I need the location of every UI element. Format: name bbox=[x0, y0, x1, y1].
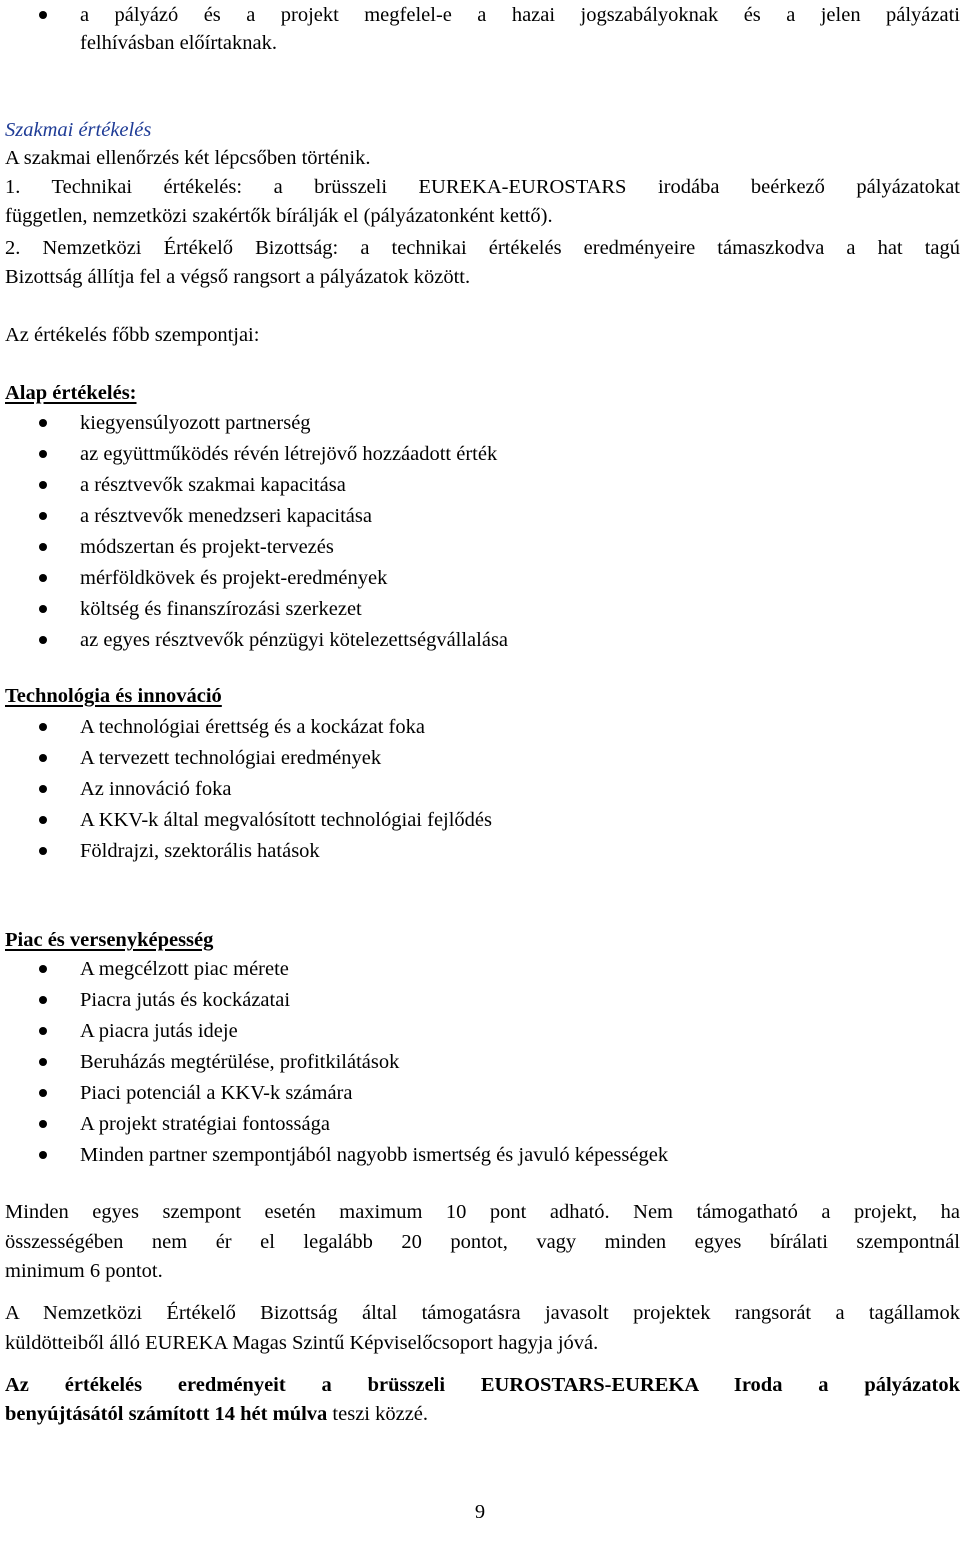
bullet-icon bbox=[39, 847, 47, 855]
approval-line2: küldötteiből álló EUREKA Magas Szintű Képviselőcsoport hagyja jóvá. bbox=[5, 1332, 599, 1354]
bullet-icon bbox=[39, 1027, 47, 1035]
piac-item-text: Beruházás megtérülése, profitkilátások bbox=[80, 1051, 400, 1073]
scoring-line2: összességében nem ér el legalább 20 pontot, vagy minden egyes bírálati szempontnál bbox=[5, 1231, 960, 1253]
bullet-icon bbox=[39, 543, 47, 551]
szakmai-step2-line2: Bizottság állítja fel a végső rangsort a pályázatok között. bbox=[5, 266, 471, 288]
results-line2 bbox=[5, 1399, 428, 1429]
szakmai-step2-line1: 2. Nemzetközi Értékelő Bizottság: a technikai értékelés eredményeire támaszkodva a hat tagú bbox=[5, 237, 960, 259]
bullet-icon bbox=[39, 1151, 47, 1159]
szakmai-step1-line1: 1. Technikai értékelés: a brüsszeli EUREKA-EUROSTARS irodába beérkező pályázatokat bbox=[5, 176, 960, 198]
technologia-item-text: A technológiai érettség és a kockázat foka bbox=[80, 716, 425, 738]
alap-item-text: költség és finanszírozási szerkezet bbox=[80, 598, 362, 620]
results-line2-bold: benyújtásától számított 14 hét múlva bbox=[5, 1403, 328, 1425]
bullet-icon bbox=[39, 965, 47, 973]
results-line2-rest: teszi közzé. bbox=[327, 1403, 429, 1425]
piac-item-text: Minden partner szempontjából nagyobb ismertség és javuló képességek bbox=[80, 1144, 669, 1166]
bullet-icon bbox=[39, 574, 47, 582]
section-heading-szakmai: Szakmai értékelés bbox=[5, 119, 152, 141]
page-number: 9 bbox=[474, 1501, 486, 1523]
piac-item-text: Piaci potenciál a KKV-k számára bbox=[80, 1082, 353, 1104]
alap-item-text: kiegyensúlyozott partnerség bbox=[80, 412, 311, 434]
bullet-icon bbox=[39, 419, 47, 427]
szakmai-intro: A szakmai ellenőrzés két lépcsőben történik. bbox=[5, 147, 371, 169]
bullet-icon bbox=[39, 11, 47, 19]
technologia-item-text: Földrajzi, szektorális hatások bbox=[80, 840, 320, 862]
alap-item-text: a résztvevők menedzseri kapacitása bbox=[80, 505, 372, 527]
alap-item-text: módszertan és projekt-tervezés bbox=[80, 536, 334, 558]
section-heading-piac: Piac és versenyképesség bbox=[5, 929, 214, 951]
results-line1: Az értékelés eredményeit a brüsszeli EUROSTARS-EUREKA Iroda a pályázatok bbox=[5, 1374, 960, 1396]
bullet-icon bbox=[39, 1120, 47, 1128]
bullet-icon bbox=[39, 1089, 47, 1097]
bullet-icon bbox=[39, 636, 47, 644]
technologia-item-text: Az innováció foka bbox=[80, 778, 232, 800]
section-heading-alap: Alap értékelés: bbox=[5, 382, 137, 404]
criteria-intro: Az értékelés főbb szempontjai: bbox=[5, 324, 260, 346]
section-heading-technologia: Technológia és innováció bbox=[5, 685, 222, 707]
bullet-icon bbox=[39, 1058, 47, 1066]
piac-item-text: A megcélzott piac mérete bbox=[80, 958, 289, 980]
alap-item-text: a résztvevők szakmai kapacitása bbox=[80, 474, 346, 496]
szakmai-step1-line2: független, nemzetközi szakértők bírálják el (pályázatonként kettő). bbox=[5, 205, 553, 227]
bullet-icon bbox=[39, 816, 47, 824]
alap-item-text: az együttműködés révén létrejövő hozzáadott érték bbox=[80, 443, 498, 465]
bullet-icon bbox=[39, 723, 47, 731]
bullet-icon bbox=[39, 754, 47, 762]
approval-line1: A Nemzetközi Értékelő Bizottság által támogatásra javasolt projektek rangsorát a tagállamok bbox=[5, 1302, 960, 1324]
alap-item-text: mérföldkövek és projekt-eredmények bbox=[80, 567, 388, 589]
piac-item-text: A piacra jutás ideje bbox=[80, 1020, 238, 1042]
scoring-line3: minimum 6 pontot. bbox=[5, 1260, 163, 1282]
piac-item-text: A projekt stratégiai fontossága bbox=[80, 1113, 330, 1135]
bullet-icon bbox=[39, 481, 47, 489]
bullet-icon bbox=[39, 512, 47, 520]
bullet-icon bbox=[39, 605, 47, 613]
bullet-icon bbox=[39, 996, 47, 1004]
technologia-item-text: A KKV-k által megvalósított technológiai fejlődés bbox=[80, 809, 493, 831]
top-bullet-line1: a pályázó és a projekt megfelel-e a hazai jogszabályoknak és a jelen pályázati bbox=[80, 4, 960, 26]
bullet-icon bbox=[39, 785, 47, 793]
technologia-item-text: A tervezett technológiai eredmények bbox=[80, 747, 382, 769]
bullet-icon bbox=[39, 450, 47, 458]
top-bullet-item bbox=[5, 0, 960, 30]
scoring-line1: Minden egyes szempont esetén maximum 10 pont adható. Nem támogatható a projekt, ha bbox=[5, 1201, 960, 1223]
alap-item-text: az egyes résztvevők pénzügyi kötelezettségvállalása bbox=[80, 629, 509, 651]
top-bullet-line2: felhívásban előírtaknak. bbox=[80, 32, 277, 54]
piac-item-text: Piacra jutás és kockázatai bbox=[80, 989, 291, 1011]
